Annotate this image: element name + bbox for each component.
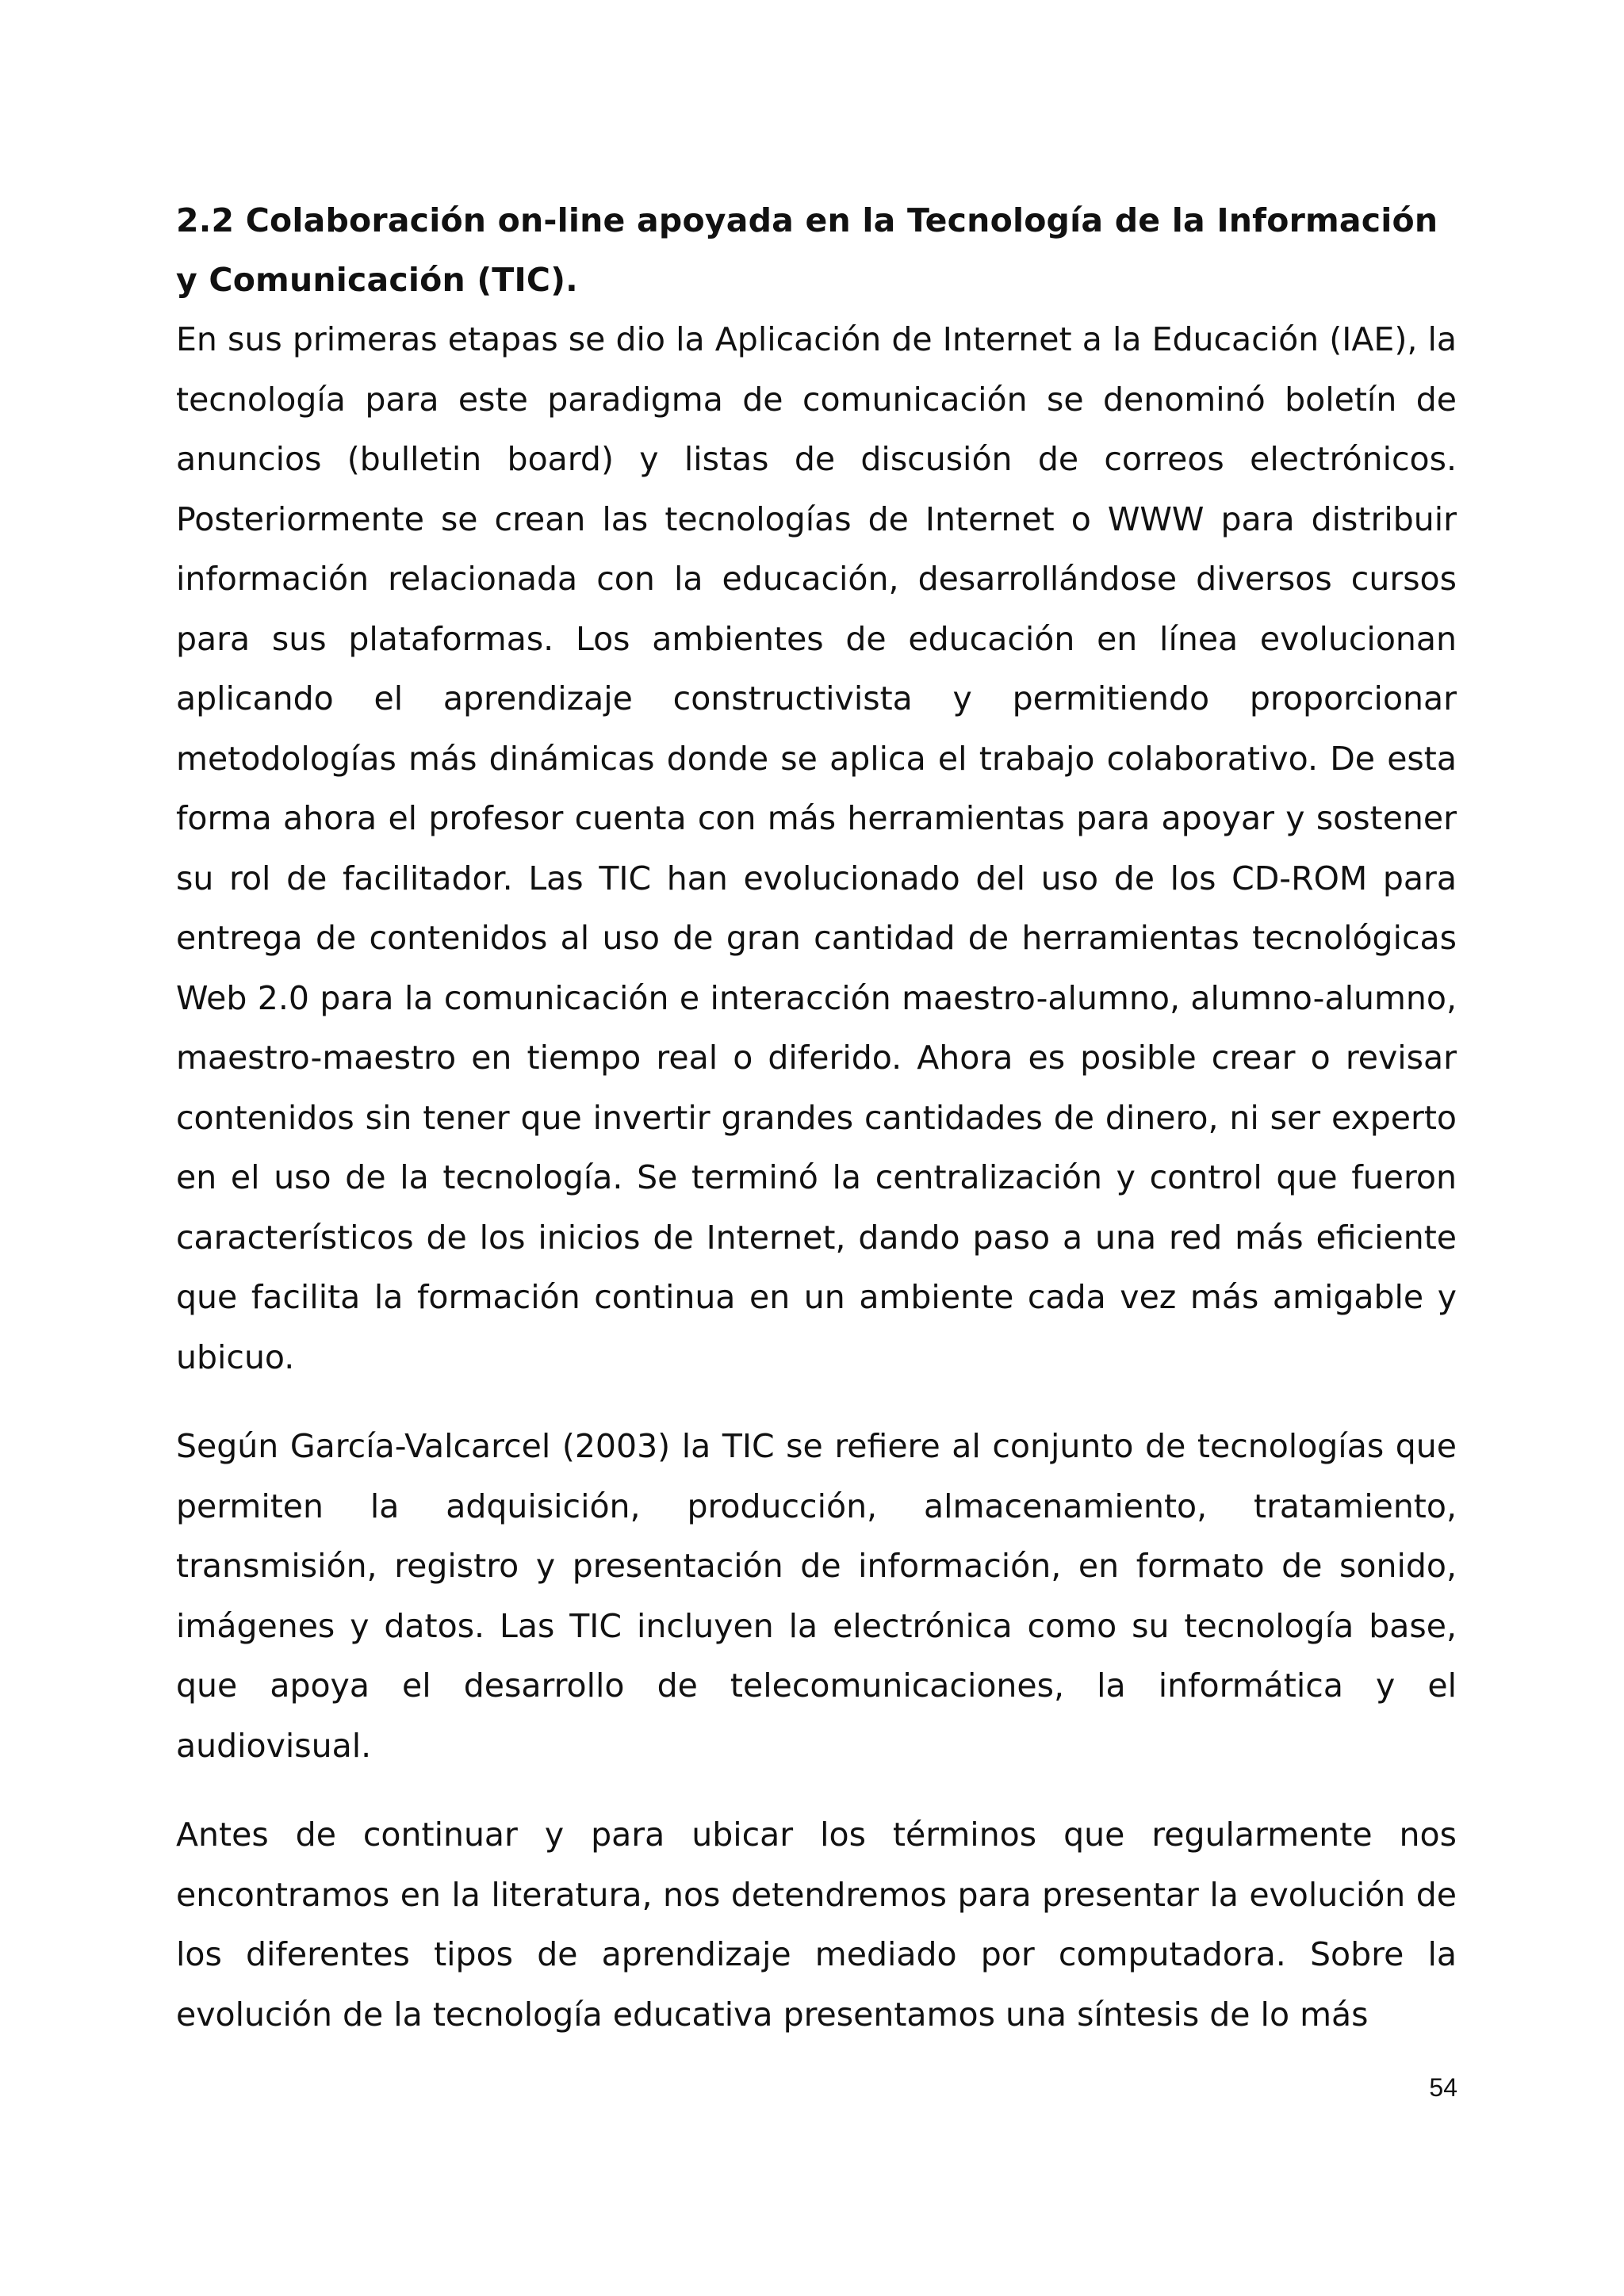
paragraph-iae-evolution: En sus primeras etapas se dio la Aplicación de Internet a la Educación (IAE), la tecnología para este paradigma de comunicación se denominó boletín de anuncios (bulletin board) y listas de discusión de correos electrónicos. Posteriormente se crean las tecnologías de Internet o WWW para distribuir información relacionada con la educación, desarrollándose diversos cursos para sus plataformas. Los ambientes de educación en línea evolucionan aplicando el aprendizaje constructivista y permitiendo proporcionar metodologías más dinámicas donde se aplica el trabajo colaborativo. De esta forma ahora el profesor cuenta con más herramientas para apoyar y sostener su rol de facilitador. Las TIC han evolucionado del uso de los CD-ROM para entrega de contenidos al uso de gran cantidad de herramientas tecnológicas Web 2.0 para la comunicación e interacción maestro-alumno, alumno-alumno, maestro-maestro en tiempo real o diferido. Ahora es posible crear o revisar contenidos sin tener que invertir grandes cantidades de dinero, ni ser experto en el uso de la tecnología. Se terminó la centralización y control que fueron característicos de los inicios de Internet, dando paso a una red más eficiente que facilita la formación continua en un ambiente cada vez más amigable y ubicuo.: [176, 320, 1457, 1376]
section-heading: 2.2 Colaboración on-line apoyada en la Tecnología de la Información y Comunicación (TIC).: [176, 201, 1438, 299]
page-number: 54: [1429, 2073, 1457, 2102]
page-content: [176, 191, 1457, 2045]
paragraph-tic-definition: Según García-Valcarcel (2003) la TIC se refiere al conjunto de tecnologías que permiten la adquisición, producción, almacenamiento, tratamiento, transmisión, registro y presentación de información, en formato de sonido, imágenes y datos. Las TIC incluyen la electrónica como su tecnología base, que apoya el desarrollo de telecomunicaciones, la informática y el audiovisual.: [176, 1427, 1457, 1765]
paragraph-learning-types: Antes de continuar y para ubicar los términos que regularmente nos encontramos en la literatura, nos detendremos para presentar la evolución de los diferentes tipos de aprendizaje mediado por computadora. Sobre la evolución de la tecnología educativa presentamos una síntesis de lo más: [176, 1816, 1457, 2034]
